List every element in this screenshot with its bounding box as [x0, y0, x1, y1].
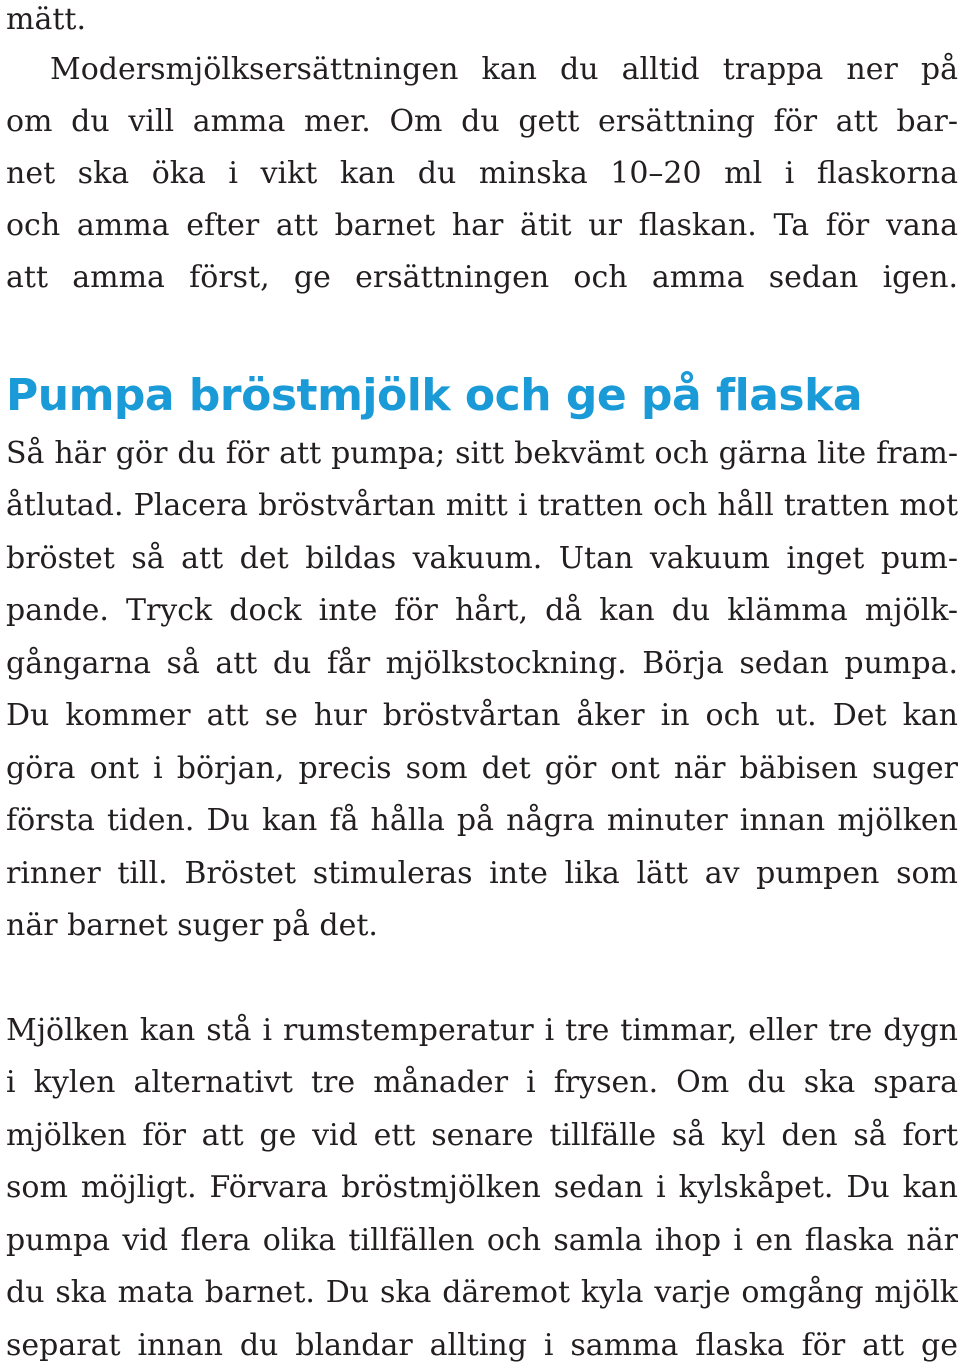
p2-line-6: du ska mata barnet. Du ska däremot kyla varje omgång mjölk	[6, 1275, 958, 1310]
p1-line-4: pande. Tryck dock inte för hårt, då kan du klämma mjölk-	[6, 593, 958, 628]
intro-line-5: och amma efter att barnet har ätit ur flaskan. Ta för vana	[6, 208, 958, 243]
p2-line-7: separat innan du blandar allting i samma flaska för att ge	[6, 1328, 958, 1363]
p1-line-10: när barnet suger på det.	[6, 908, 378, 943]
intro-line-1: mätt.	[6, 2, 86, 37]
p2-line-5: pumpa vid flera olika tillfällen och samla ihop i en flaska när	[6, 1223, 958, 1258]
p1-line-5: gångarna så att du får mjölkstockning. Börja sedan pumpa.	[6, 646, 958, 681]
intro-line-3: om du vill amma mer. Om du gett ersättning för att bar-	[6, 104, 958, 139]
p2-line-3: mjölken för att ge vid ett senare tillfälle så kyl den så fort	[6, 1118, 958, 1153]
intro-line-4: net ska öka i vikt kan du minska 10–20 ml i flaskorna	[6, 156, 958, 191]
p1-line-7: göra ont i början, precis som det gör ont när bäbisen suger	[6, 751, 958, 786]
p1-line-1: Så här gör du för att pumpa; sitt bekvämt och gärna lite fram-	[6, 436, 958, 471]
p2-line-2: i kylen alternativt tre månader i frysen. Om du ska spara	[6, 1065, 958, 1100]
section-heading: Pumpa bröstmjölk och ge på flaska	[6, 370, 863, 421]
p1-line-6: Du kommer att se hur bröstvårtan åker in och ut. Det kan	[6, 698, 958, 733]
p1-line-2: åtlutad. Placera bröstvårtan mitt i tratten och håll tratten mot	[6, 488, 958, 523]
intro-line-6: att amma först, ge ersättningen och amma sedan igen.	[6, 260, 958, 295]
p1-line-3: bröstet så att det bildas vakuum. Utan vakuum inget pum-	[6, 541, 958, 576]
intro-line-2: Modersmjölksersättningen kan du alltid trappa ner på	[50, 52, 958, 87]
p2-line-4: som möjligt. Förvara bröstmjölken sedan i kylskåpet. Du kan	[6, 1170, 958, 1205]
p1-line-8: första tiden. Du kan få hålla på några minuter innan mjölken	[6, 803, 958, 838]
p2-line-1: Mjölken kan stå i rumstemperatur i tre timmar, eller tre dygn	[6, 1013, 958, 1048]
p1-line-9: rinner till. Bröstet stimuleras inte lika lätt av pumpen som	[6, 856, 958, 891]
